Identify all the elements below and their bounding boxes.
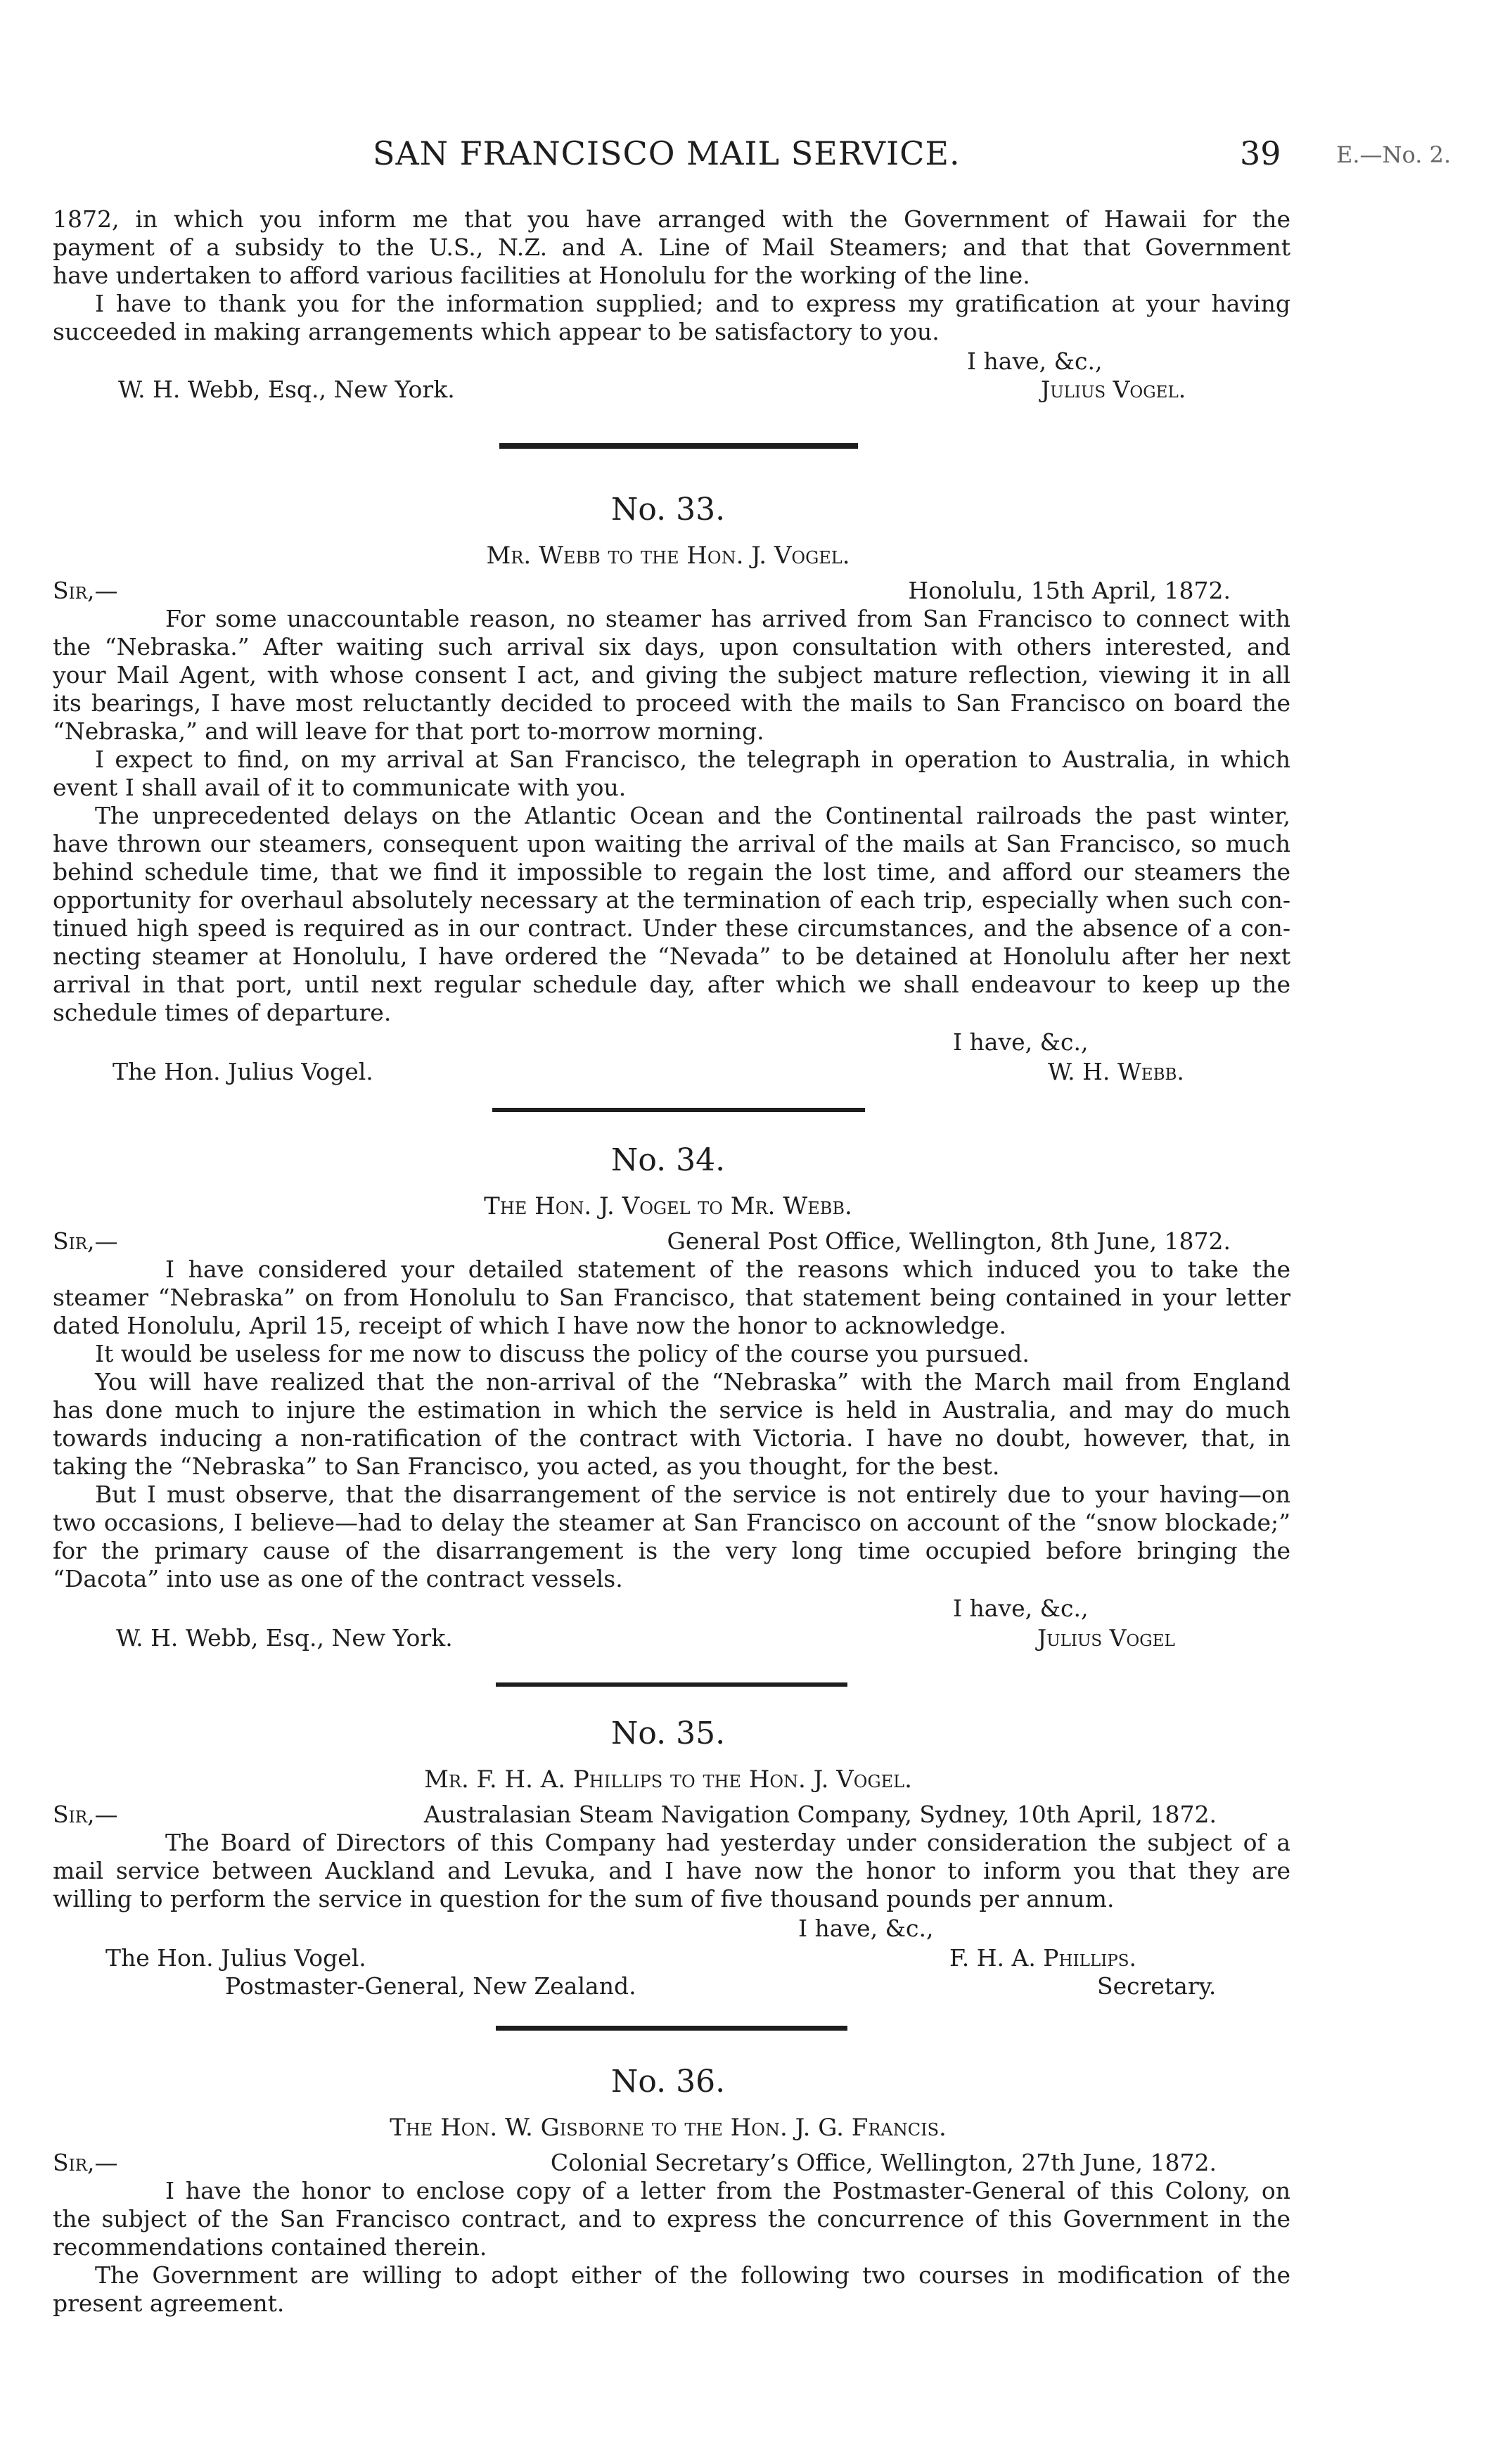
letter-line: But I must observe, that the disarrangement of the service is not entirely due to your having—on: [95, 1481, 1290, 1508]
addressee: The Hon. Julius Vogel.: [105, 1944, 366, 1972]
letter-line: behind schedule time, that we find it impossible to regain the lost time, and afford our steamers the: [53, 858, 1290, 886]
letter-line: steamer “Nebraska” on from Honolulu to San Francisco, that statement being contained in your letter: [53, 1284, 1290, 1311]
letter-line: I have considered your detailed statement of the reasons which induced you to take the: [165, 1256, 1290, 1283]
letter-line: present agreement.: [53, 2289, 285, 2317]
letter-line: schedule times of departure.: [53, 999, 392, 1026]
letter-number: No. 35.: [610, 1716, 726, 1751]
addressee: W. H. Webb, Esq., New York.: [118, 376, 455, 403]
letter-line: the “Nebraska.” After waiting such arrival six days, upon consultation with others interested, and: [53, 633, 1290, 660]
letter-line: The unprecedented delays on the Atlantic Ocean and the Continental railroads the past winter,: [95, 802, 1290, 829]
letter-line: opportunity for overhaul absolutely necessary at the termination of each trip, especially when such con-: [53, 886, 1290, 914]
letter-line: You will have realized that the non-arrival of the “Nebraska” with the March mail from England: [95, 1368, 1290, 1395]
letter-line: the subject of the San Francisco contract, and to express the concurrence of this Government in the: [53, 2205, 1290, 2233]
addressee-title: Postmaster-General, New Zealand.: [225, 1972, 636, 2000]
letter-line: its bearings, I have most reluctantly decided to proceed with the mails to San Francisco on board the: [53, 689, 1290, 717]
closing: I have, &c.,: [798, 1915, 934, 1942]
letter-line: I have the honor to enclose copy of a letter from the Postmaster-General of this Colony, on: [165, 2177, 1290, 2204]
section-divider: [496, 1682, 847, 1687]
letter-line: dated Honolulu, April 15, receipt of which I have now the honor to acknowledge.: [53, 1312, 1006, 1339]
letter-line: The Board of Directors of this Company had yesterday under consideration the subject of a: [165, 1829, 1290, 1856]
addressee: The Hon. Julius Vogel.: [113, 1058, 373, 1085]
signature: Julius Vogel: [1037, 1624, 1175, 1652]
signature: W. H. Webb.: [1048, 1058, 1184, 1085]
salutation: Sir,—: [53, 577, 118, 604]
letter-line: willing to perform the service in question for the sum of five thousand pounds per annum.: [53, 1885, 1115, 1912]
letter-line: towards inducing a non-ratification of the contract with Victoria. I have no doubt, however, that, in: [53, 1424, 1290, 1452]
letter-line: I expect to find, on my arrival at San Francisco, the telegraph in operation to Australia, in which: [95, 746, 1290, 773]
letter-line: your Mail Agent, with whose consent I act, and giving the subject mature reflection, viewing it in all: [53, 661, 1290, 689]
intro-line: have undertaken to afford various facilities at Honolulu for the working of the line.: [53, 262, 1030, 289]
page-number: 39: [1240, 134, 1281, 172]
running-header-title: SAN FRANCISCO MAIL SERVICE.: [373, 134, 961, 172]
closing: I have, &c.,: [953, 1028, 1089, 1056]
addressee: W. H. Webb, Esq., New York.: [116, 1624, 453, 1652]
intro-line: 1872, in which you inform me that you have arranged with the Government of Hawaii for the: [53, 205, 1290, 233]
letter-line: arrival in that port, until next regular schedule day, after which we shall endeavour to keep up the: [53, 971, 1290, 998]
letter-line: “Dacota” into use as one of the contract vessels.: [53, 1565, 623, 1592]
intro-line: payment of a subsidy to the U.S., N.Z. and A. Line of Mail Steamers; and that that Government: [53, 234, 1290, 261]
salutation: Sir,—: [53, 1227, 118, 1255]
letter-line: necting steamer at Honolulu, I have ordered the “Nevada” to be detained at Honolulu after her next: [53, 943, 1290, 970]
letter-line: have thrown our steamers, consequent upon waiting the arrival of the mails at San Francisco, so much: [53, 830, 1290, 857]
letter-from-to: The Hon. W. Gisborne to the Hon. J. G. Francis.: [390, 2114, 947, 2142]
letter-number: No. 33.: [610, 492, 726, 528]
place-date: Australasian Steam Navigation Company, Sydney, 10th April, 1872.: [423, 1801, 1217, 1828]
section-divider: [496, 2026, 847, 2031]
letter-from-to: The Hon. J. Vogel to Mr. Webb.: [484, 1192, 852, 1220]
letter-line: The Government are willing to adopt either of the following two courses in modification of the: [95, 2261, 1290, 2289]
salutation: Sir,—: [53, 1801, 118, 1828]
letter-line: mail service between Auckland and Levuka, and I have now the honor to inform you that they are: [53, 1857, 1290, 1884]
letter-line: For some unaccountable reason, no steamer has arrived from San Francisco to connect with: [165, 605, 1290, 632]
letter-from-to: Mr. F. H. A. Phillips to the Hon. J. Vogel.: [424, 1765, 912, 1794]
document-reference: E.—No. 2.: [1336, 141, 1452, 168]
section-divider: [492, 1108, 865, 1112]
place-date: Honolulu, 15th April, 1872.: [908, 577, 1231, 604]
letter-from-to: Mr. Webb to the Hon. J. Vogel.: [486, 542, 850, 570]
signature-title: Secretary.: [1097, 1972, 1217, 2000]
letter-line: taking the “Nebraska” to San Francisco, you acted, as you thought, for the best.: [53, 1452, 1000, 1480]
salutation: Sir,—: [53, 2149, 118, 2176]
signature: Julius Vogel.: [1041, 376, 1186, 403]
letter-line: “Nebraska,” and will leave for that port to-morrow morning.: [53, 717, 764, 745]
place-date: Colonial Secretary’s Office, Wellington, 27th June, 1872.: [550, 2149, 1217, 2176]
place-date: General Post Office, Wellington, 8th June, 1872.: [667, 1227, 1231, 1255]
letter-line: for the primary cause of the disarrangement is the very long time occupied before bringing the: [53, 1537, 1290, 1564]
letter-line: tinued high speed is required as in our contract. Under these circumstances, and the absence of a con-: [53, 914, 1290, 942]
letter-number: No. 36.: [610, 2064, 726, 2100]
intro-line: succeeded in making arrangements which appear to be satisfactory to you.: [53, 318, 940, 345]
letter-line: recommendations contained therein.: [53, 2233, 487, 2261]
letter-line: It would be useless for me now to discuss the policy of the course you pursued.: [95, 1340, 1030, 1367]
section-divider: [499, 443, 858, 449]
closing: I have, &c.,: [967, 347, 1103, 375]
closing: I have, &c.,: [953, 1595, 1089, 1622]
signature: F. H. A. Phillips.: [949, 1944, 1137, 1972]
letter-line: event I shall avail of it to communicate with you.: [53, 774, 627, 801]
intro-line: I have to thank you for the information supplied; and to express my gratification at your having: [95, 290, 1290, 317]
letter-number: No. 34.: [610, 1142, 726, 1178]
letter-line: has done much to injure the estimation in which the service is held in Australia, and may do much: [53, 1396, 1290, 1424]
letter-line: two occasions, I believe—had to delay the steamer at San Francisco on account of the “snow blockade;”: [53, 1509, 1290, 1536]
